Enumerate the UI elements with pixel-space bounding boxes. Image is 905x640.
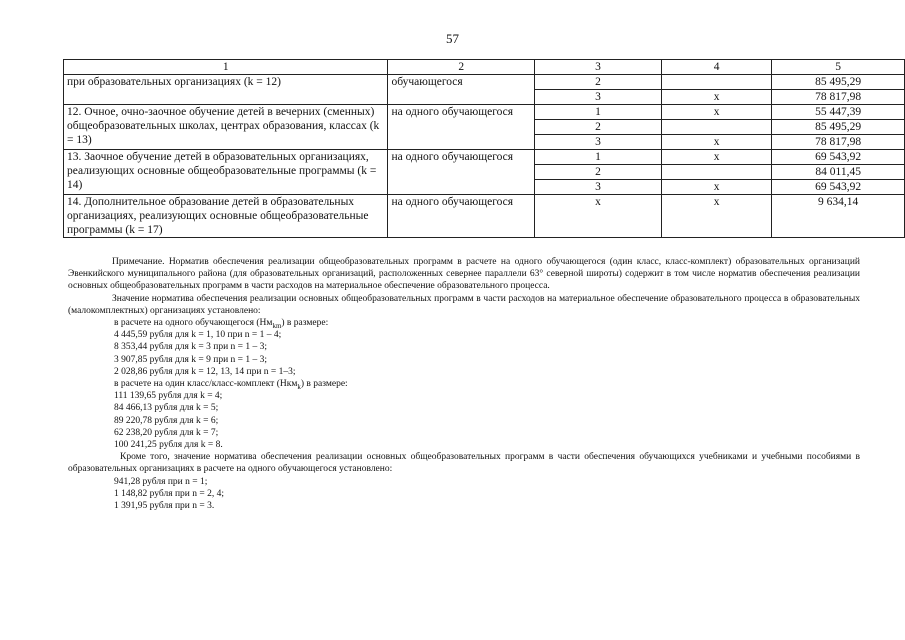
n-cell: 2 bbox=[535, 75, 662, 90]
page-number: 57 bbox=[446, 31, 459, 46]
x-cell: x bbox=[661, 135, 771, 150]
program-name-cell: 14. Дополнительное образование детей в образовательных организациях, реализующих основные общеобразовательные программы (k = 17) bbox=[64, 195, 388, 238]
heading-text: ) в размере: bbox=[281, 318, 329, 329]
norm-line: 1 391,95 рубля при n = 3. bbox=[114, 501, 215, 512]
value-cell: 69 543,92 bbox=[772, 150, 905, 165]
x-cell bbox=[661, 120, 771, 135]
header-cell: 2 bbox=[388, 60, 535, 75]
norm-line: 89 220,78 рубля для k = 6; bbox=[114, 415, 219, 426]
table-row bbox=[64, 150, 905, 165]
value-cell: 85 495,29 bbox=[772, 75, 905, 90]
norm-line: 941,28 рубля при n = 1; bbox=[114, 476, 208, 487]
x-cell: x bbox=[661, 180, 771, 195]
unit-cell: на одного обучающегося bbox=[388, 150, 535, 195]
program-name-cell: 12. Очное, очно-заочное обучение детей в вечерних (сменных) общеобразовательных школах, центрах образования, классах (k = 13) bbox=[64, 105, 388, 150]
n-cell: 2 bbox=[535, 165, 662, 180]
n-cell: 2 bbox=[535, 120, 662, 135]
program-name-cell: при образовательных организациях (k = 12) bbox=[64, 75, 388, 105]
x-cell: x bbox=[661, 90, 771, 105]
norm-line: 111 139,65 рубля для k = 4; bbox=[114, 391, 223, 402]
heading-subscript: km bbox=[272, 321, 282, 330]
norm-line: 100 241,25 рубля для k = 8. bbox=[114, 440, 223, 451]
norm-line: 1 148,82 рубля при n = 2, 4; bbox=[114, 488, 224, 499]
x-cell bbox=[661, 75, 771, 90]
norm-line: 2 028,86 рубля для k = 12, 13, 14 при n = 1–3; bbox=[114, 366, 296, 377]
value-cell: 9 634,14 bbox=[772, 195, 905, 238]
per-class-heading bbox=[68, 378, 860, 390]
value-cell: 55 447,39 bbox=[772, 105, 905, 120]
norm-line: 84 466,13 рубля для k = 5; bbox=[114, 403, 219, 414]
heading-subscript: k bbox=[297, 382, 301, 391]
value-cell: 78 817,98 bbox=[772, 90, 905, 105]
unit-cell: на одного обучающегося bbox=[388, 195, 535, 238]
header-cell: 1 bbox=[64, 60, 388, 75]
table-row bbox=[64, 105, 905, 120]
norm-line: 8 353,44 рубля для k = 3 при n = 1 – 3; bbox=[114, 342, 268, 353]
x-cell: x bbox=[661, 105, 771, 120]
n-cell: 3 bbox=[535, 180, 662, 195]
note-paragraph: Значение норматива обеспечения реализации основных общеобразовательных программ в части расходов на материальное обеспечение образовательного процесса в образовательных (малокомплектных) организациях установлено: bbox=[68, 293, 860, 316]
table-header-row bbox=[64, 60, 905, 75]
heading-text: в расчете на один класс/класс-комплект (Нкм bbox=[114, 379, 298, 390]
n-cell: x bbox=[535, 195, 662, 238]
value-cell: 69 543,92 bbox=[772, 180, 905, 195]
program-name-cell: 13. Заочное обучение детей в образовательных организациях, реализующих основные общеобразовательные программы (k = 14) bbox=[64, 150, 388, 195]
value-cell: 84 011,45 bbox=[772, 165, 905, 180]
header-cell: 4 bbox=[661, 60, 771, 75]
n-cell: 3 bbox=[535, 135, 662, 150]
notes-section bbox=[68, 256, 860, 512]
header-cell: 5 bbox=[772, 60, 905, 75]
n-cell: 3 bbox=[535, 90, 662, 105]
header-cell: 3 bbox=[535, 60, 662, 75]
table-row bbox=[64, 195, 905, 238]
heading-text: в расчете на одного обучающегося (Нм bbox=[114, 318, 273, 329]
norms-table bbox=[63, 59, 905, 238]
unit-cell: на одного обучающегося bbox=[388, 105, 535, 150]
norm-line: 3 907,85 рубля для k = 9 при n = 1 – 3; bbox=[114, 354, 268, 365]
norm-line: 4 445,59 рубля для k = 1, 10 при n = 1 – 4; bbox=[114, 330, 282, 341]
value-cell: 85 495,29 bbox=[772, 120, 905, 135]
unit-cell: обучающегося bbox=[388, 75, 535, 105]
x-cell: x bbox=[661, 195, 771, 238]
note-paragraph: Кроме того, значение норматива обеспечения реализации основных общеобразовательных программ в части обеспечения обучающихся учебниками и учебными пособиями в образовательных организациях в расчете на одного обучающегося установлено: bbox=[68, 452, 860, 475]
per-student-heading bbox=[68, 317, 860, 329]
table-row bbox=[64, 75, 905, 90]
n-cell: 1 bbox=[535, 105, 662, 120]
x-cell bbox=[661, 165, 771, 180]
value-cell: 78 817,98 bbox=[772, 135, 905, 150]
n-cell: 1 bbox=[535, 150, 662, 165]
x-cell: x bbox=[661, 150, 771, 165]
heading-text: ) в размере: bbox=[300, 379, 348, 390]
norm-line: 62 238,20 рубля для k = 7; bbox=[114, 427, 219, 438]
note-paragraph: Примечание. Норматив обеспечения реализации общеобразовательных программ в расчете на одного обучающегося (один класс, класс-комплект) образовательных организаций Эвенкийского муниципального района (для образовательных организаций, расположенных севернее параллели 63° северной широты) содержит в том числе норматив обеспечения реализации основных общеобразовательных программ в части расходов на материальное обеспечение образовательного процесса. bbox=[68, 257, 860, 292]
